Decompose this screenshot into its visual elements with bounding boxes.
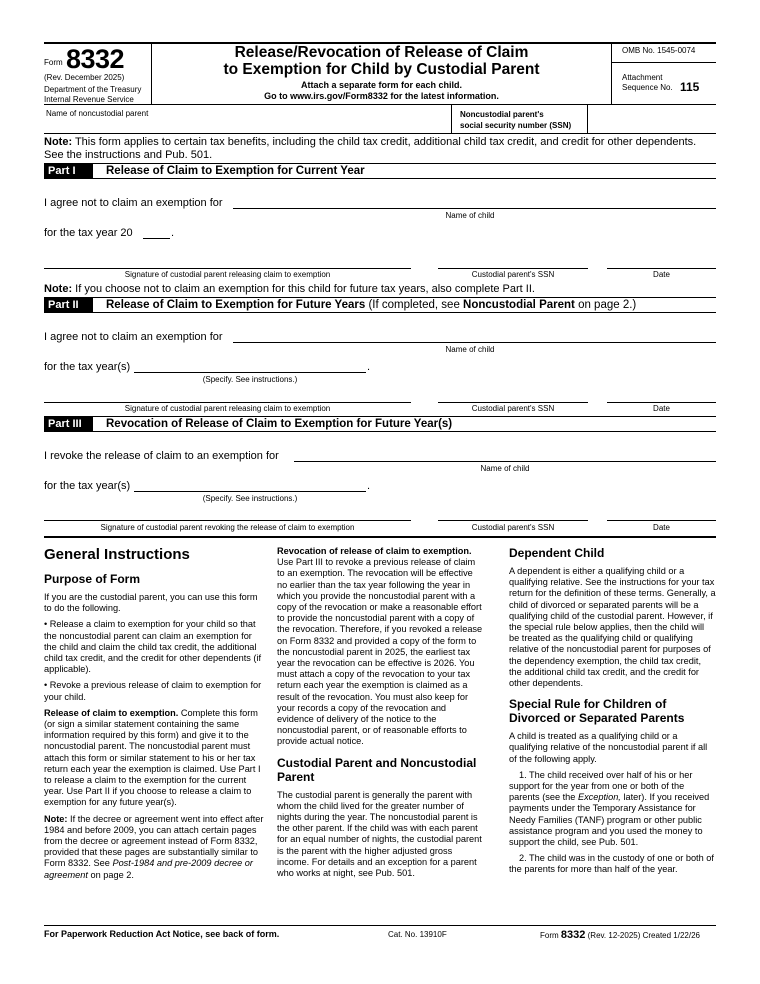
special-rule-heading: Special Rule for Children of Divorced or Separated Parents: [509, 697, 685, 726]
part3-label: Part III: [44, 417, 93, 431]
part2-signature-caption: Signature of custodial parent releasing claim to exemption: [124, 404, 331, 413]
purpose-heading: Purpose of Form: [44, 572, 141, 586]
part1-title: Release of Claim to Exemption for Current Year: [106, 165, 365, 177]
parts-bottom-rule: [44, 536, 716, 538]
part2-child-name-caption: Name of child: [445, 345, 495, 354]
custodial-parent-paragraph: The custodial parent is generally the parent with whom the child lived for the greater number of nights during the year. The noncustodial parent is the other parent. If the child was with each parent for an equal number of nights, the custodial parent is the parent with the higher adjusted gross income. For details and an exception for a parent who works at night, see Pub. 501.: [277, 789, 482, 879]
sequence-number: 115: [680, 80, 700, 94]
part3-revoke-text: I revoke the release of claim to an exemption for: [44, 450, 279, 462]
noncustodial-name-label: Name of noncustodial parent: [46, 109, 149, 118]
part3-ssn-field[interactable]: [438, 520, 588, 521]
part1-ssn-caption: Custodial parent's SSN: [471, 270, 555, 279]
part2-label: Part II: [44, 298, 93, 312]
part2-title-rule: [44, 312, 716, 313]
release-paragraph: Release of claim to exemption. Complete this form (or sign a similar statement containing the same information required by this form) and give it to the noncustodial parent. The noncustodial parent must attach this form or similar statement to his or her tax return each year the exemption is claimed. Use Part I to release a claim to the exemption for the current year. Use Part II if you choose to release a claim to exemption for any future year(s).: [44, 707, 261, 808]
footer-form-id: Form 8332 (Rev. 12-2025) Created 1/22/26: [540, 929, 700, 941]
part2-date-caption: Date: [653, 404, 670, 413]
noncustodial-ssn-label-line2: social security number (SSN): [460, 121, 572, 130]
footer-paperwork-notice: For Paperwork Reduction Act Notice, see back of form.: [44, 929, 280, 939]
part3-date-field[interactable]: [607, 520, 716, 521]
part2-date-field[interactable]: [607, 402, 716, 403]
part1-signature-field[interactable]: [44, 268, 411, 269]
name-ssn-divider: [451, 105, 452, 134]
part1-child-name-field[interactable]: [233, 208, 716, 209]
part2-title: Release of Claim to Exemption for Future Years (If completed, see Noncustodial Parent on page 2.): [106, 299, 637, 311]
part2-agree-text: I agree not to claim an exemption for: [44, 331, 223, 343]
noncustodial-ssn-label-line1: Noncustodial parent's: [460, 110, 544, 119]
rule-1-paragraph: 1. The child received over half of his or her support for the year from one or both of the parents (see the Exception, later). If you received payments under the Temporary Assistance for Needy Families (TANF) program or other public assistance program and you used the money to support the child, see Pub. 501.: [509, 769, 710, 848]
part1-date-field[interactable]: [607, 268, 716, 269]
form-title-line1: Release/Revocation of Release of Claim: [234, 44, 529, 61]
part3-child-name-field[interactable]: [294, 461, 716, 462]
part1-ssn-field[interactable]: [438, 268, 588, 269]
part3-date-caption: Date: [653, 523, 670, 532]
custodial-parent-heading: Custodial Parent and Noncustodial Parent: [277, 755, 477, 784]
department-line2: Internal Revenue Service: [44, 95, 134, 104]
part3-tax-years-field[interactable]: [134, 491, 366, 492]
purpose-bullet-revoke: • Revoke a previous release of claim to exemption for your child.: [44, 680, 262, 702]
part1-title-rule: [44, 178, 716, 179]
purpose-paragraph: If you are the custodial parent, you can use this form to do the following.: [44, 592, 258, 614]
part3-signature-caption: Signature of custodial parent revoking the release of claim to exemption: [100, 523, 355, 532]
form-subtitle-website: Go to www.irs.gov/Form8332 for the latest information.: [264, 91, 499, 101]
footer-catalog-number: Cat. No. 13910F: [388, 930, 447, 939]
header-bottom-rule: [44, 104, 716, 105]
general-instructions-heading: General Instructions: [44, 546, 190, 563]
note-tax-benefits: Note: This form applies to certain tax benefits, including the child tax credit, additional child tax credit, and credit for other dependents. See the instructions and Pub. 501.: [44, 136, 697, 161]
part2-tax-years-field[interactable]: [134, 372, 366, 373]
part3-tax-years-period: .: [367, 480, 371, 492]
form-title-line2: to Exemption for Child by Custodial Parent: [223, 61, 540, 78]
dependent-child-paragraph: A dependent is either a qualifying child or a qualifying relative. See the instructions for your tax return for the definition of these terms. Generally, a child of divorced or separated parents will be a qualifying child of the custodial parent. However, if the special rule below applies, then the child will be treated as the qualifying child or qualifying relative of the noncustodial parent for purposes of the dependency exemption, the child tax credit, the additional child tax credit, and the credit for other dependents.: [509, 566, 716, 689]
form-subtitle-attach: Attach a separate form for each child.: [300, 80, 463, 90]
sequence-label: Sequence No.: [622, 83, 673, 92]
ssn-field-divider: [587, 105, 588, 134]
note-future-years: Note: If you choose not to claim an exemption for this child for future tax years, also complete Part II.: [44, 283, 535, 295]
part3-title: Revocation of Release of Claim to Exemption for Future Year(s): [106, 418, 453, 430]
part2-tax-years-period: .: [367, 361, 371, 373]
part2-child-name-field[interactable]: [233, 342, 716, 343]
form-word: Form: [44, 58, 63, 67]
part2-specify-caption: (Specify. See instructions.): [202, 375, 298, 384]
instructions-column-2: [277, 546, 483, 884]
attachment-label: Attachment: [622, 73, 663, 82]
part2-ssn-field[interactable]: [438, 402, 588, 403]
instructions-column-1: [44, 546, 266, 886]
part1-agree-text: I agree not to claim an exemption for: [44, 197, 223, 209]
department-line1: Department of the Treasury: [44, 85, 142, 94]
part2-tax-years-text: for the tax year(s): [44, 361, 131, 373]
part3-specify-caption: (Specify. See instructions.): [202, 494, 298, 503]
part1-signature-caption: Signature of custodial parent releasing claim to exemption: [124, 270, 331, 279]
dependent-child-heading: Dependent Child: [509, 546, 605, 560]
header-divider-right: [611, 44, 612, 104]
part1-tax-year-text: for the tax year 20: [44, 227, 133, 239]
special-rule-paragraph: A child is treated as a qualifying child or a qualifying relative of the noncustodial parent if all of the following apply.: [509, 731, 708, 764]
part2-ssn-caption: Custodial parent's SSN: [471, 404, 555, 413]
revocation-paragraph: Revocation of release of claim to exemption. Use Part III to revoke a previous release of claim to an exemption. The revocation will be effective no earlier than the tax year following the year in which you provide the noncustodial parent with a copy of the revocation or make a reasonable effort to provide the noncustodial parent with a copy of the revocation. Therefore, if you revoked a release on Form 8332 and provided a copy of the form to the noncustodial parent in 2025, the earliest tax year the revocation can be effective is 2026. You must attach a copy of the revocation to your tax return each year the exemption is claimed as a result of the revocation. You must also keep for your records a copy of the revocation and evidence of delivery of the notice to the noncustodial parent, or of reasonable efforts to provide actual notice.: [277, 546, 483, 747]
part3-ssn-caption: Custodial parent's SSN: [471, 523, 555, 532]
purpose-bullet-release: • Release a claim to exemption for your child so that the noncustodial parent can claim an exemption for the child and claim the child tax credit, the additional child tax credit, and the credit for other dependents (if applicable).: [44, 619, 262, 675]
noncustodial-ssn-field[interactable]: [589, 106, 715, 133]
part2-signature-field[interactable]: [44, 402, 411, 403]
decree-note-paragraph: Note: If the decree or agreement went into effect after 1984 and before 2009, you can attach certain pages from the decree or agreement instead of Form 8332, provided that these pages are substantially similar to Form 8332. See Post-1984 and pre-2009 decree or agreement on page 2.: [44, 813, 264, 880]
part3-tax-years-text: for the tax year(s): [44, 480, 131, 492]
name-row-bottom-rule: [44, 133, 716, 134]
part3-signature-field[interactable]: [44, 520, 411, 521]
instructions-column-3: [509, 546, 716, 881]
rule-2-paragraph: 2. The child was in the custody of one or both of the parents for more than half of the year.: [509, 853, 714, 875]
part1-date-caption: Date: [653, 270, 670, 279]
footer-rule: [44, 925, 716, 926]
part1-label: Part I: [44, 164, 93, 178]
omb-number: OMB No. 1545-0074: [622, 46, 696, 55]
form-number: 8332: [66, 44, 125, 74]
part3-title-rule: [44, 431, 716, 432]
part1-tax-year-period: .: [171, 227, 175, 239]
omb-rule: [611, 62, 716, 63]
part1-tax-year-field[interactable]: [143, 238, 170, 239]
revision-date: (Rev. December 2025): [44, 73, 125, 82]
part1-child-name-caption: Name of child: [445, 211, 495, 220]
part3-child-name-caption: Name of child: [480, 464, 530, 473]
noncustodial-name-field[interactable]: [46, 119, 446, 133]
